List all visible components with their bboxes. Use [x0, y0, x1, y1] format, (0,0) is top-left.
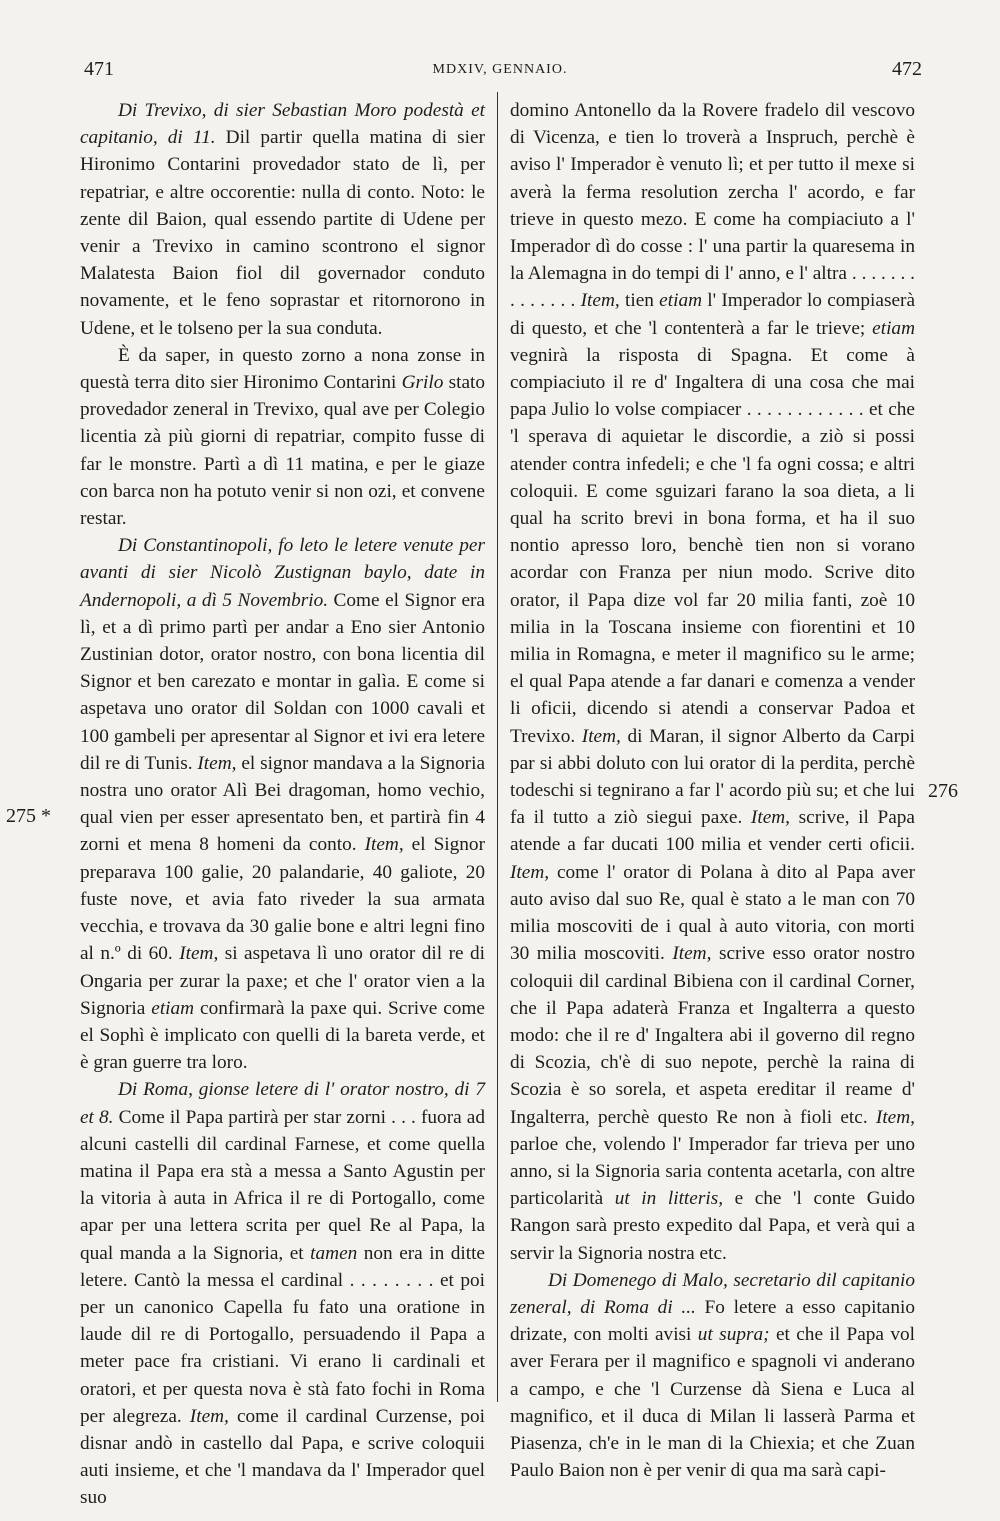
emphasis: tamen [310, 1242, 358, 1264]
emphasis: ut supra; [697, 1324, 770, 1346]
paragraph-roma [80, 1076, 485, 1511]
entry-text: domino Antonello da la Rovere fradelo dil vescovo di Vicenza, e tien lo troverà a Inspruch, perchè è aviso l' Imperador è venuto lì; et per tutto il mexe si averà la ferma resolution zercha l' acordo, e far trieve in questo mezo. E come ha compiaciuto a l' Imperador dì do cosse : l' una partir la quaresema in la Alemagna in do tempi di l' anno, e l' altra . . . . . . . . . . . . . . [510, 100, 915, 312]
paragraph-constantinopoli [80, 532, 485, 1076]
margin-note-right: 276 [928, 780, 958, 802]
entry-text: Fo letere a esso capitanio drizate, con molti avisi [510, 1296, 915, 1346]
emphasis: Item, [179, 943, 219, 965]
emphasis: Item, [510, 861, 550, 883]
emphasis: Item, [750, 807, 791, 829]
entry-text: scrive esso orator nostro coloquii dil cardinal Bibiena con il cardinal Corner, che il Papa adaterà Franza et Ingalterra a questo modo: che il re d' Ingaltera abi il governo dil regno di Scozia, ch'è di suo nepote, perchè la raina di Scozia è so sorela, et aspeta ereditar il reame d' Ingalterra, perchè questo Re non à fioli etc. [510, 943, 915, 1128]
entry-heading: Di Constantinopoli, fo leto le letere venute per avanti di sier Nicolò Zustignan baylo, date in Andernopoli, a dì 5 Novembrio. [80, 535, 485, 611]
entry-text: parloe che, volendo l' Imperador far trieva per uno anno, si la Signoria saria contenta acetarla, con altre particolarità [510, 1133, 915, 1210]
entry-text: et che il Papa vol aver Ferara per il magnifico e spagnoli vi anderano a campo, e che 'l Curzense dà Siena e Luca al magnifico, et il duca di Milan li lasserà Parma et Piasenza, ch'e in le man di la Chiexia; et che Zuan Paulo Baion non è per venir di qua ma sarà capi- [510, 1324, 916, 1482]
margin-note-left: 275 * [6, 805, 51, 827]
emphasis: Item, [580, 290, 620, 312]
entry-text: Come il Papa partirà per star zorni . . . fuora ad alcuni castelli dil cardinal Farnese, et come quella matina il Papa era stà a messa a Santo Agustin per la vitoria à auta in Africa il re di Portogallo, come apar per una lettera scrita per quel Re al Papa, la qual manda a la Signoria, et [80, 1106, 486, 1264]
emphasis: ut in litteris, [614, 1188, 724, 1210]
emphasis: Item, [875, 1106, 915, 1128]
paragraph-trevixo [80, 97, 485, 342]
entry-text: vegnirà la risposta di Spagna. Et come à compiaciuto il re d' Ingaltera di una cosa che mai papa Julio lo volse compiacer . . . . . . . . . . . . et che 'l sperava di aquietar le discordie, a ziò si possi atender contra infedeli; e che 'l fa ogni cossa; e altri coloquii. E come sguizari farano la soa dieta, a li qual ha scrito brevi in bona forma, et ha il suo nontio apresso loro, benchè tien non si vorano acordar con Franza per niun modo. Scrive dito orator, il Papa dize vol far 20 milia fanti, zoè 10 milia in la Toscana insieme con fiorentini et 10 milia in Romagna, e meter il magnifico su le arme; el qual Papa atende a far danari e comenza a vender li oficii, dicendo si atendi a conservar Padoa et Trevixo. [510, 344, 915, 747]
emphasis: Item, [364, 834, 404, 856]
emphasis: Item, [197, 752, 237, 774]
paragraph-continuation [510, 97, 915, 1267]
entry-text: si aspetava lì uno orator dil re di Ongaria per zurar la paxe; et che l' orator vien a la Signoria [80, 943, 485, 1019]
emphasis: etiam [151, 997, 195, 1019]
paragraph-contarini [80, 342, 485, 532]
entry-text: come il cardinal Curzense, poi disnar andò in castello dal Papa, e scrive coloquii auti insieme, et che 'l mandava da l' Imperador quel suo [80, 1405, 485, 1509]
entry-text: Dil partir quella matina di sier Hironimo Contarini provedador stato de lì, per repatriar, e altre occorentie: nulla di conto. Noto: le zente dil Baion, qual essendo partite di Udene per venir a Trevixo in camino scontrono el signor Malatesta Baion fiol dil governador conduto novamente, et le feno soprastar et ritornorono in Udene, et le tolseno per la sua conduta. [80, 127, 485, 339]
entry-text: Come el Signor era lì, et a dì primo partì per andar a Eno sier Antonio Zustinian dotor, orator nostro, con bona licentia dil Signor et ben carezato e montar in galìa. E come si aspetava uno orator dil Soldan con 1000 cavali et 100 gambeli per apresentar al Signor et ivi era letere dil re di Tunis. [80, 589, 485, 774]
emphasis: Item, [581, 725, 621, 747]
paragraph-domenego [510, 1267, 915, 1485]
entry-text: el Signor preparava 100 galie, 20 palandarie, 40 galiote, 20 fuste nove, et avia fato riveder la sua armata vecchia, e trovava da 30 galie bone e altri legni fino al n.º di 60. [80, 834, 485, 965]
emphasis: Grilo [401, 372, 444, 394]
entry-text: stato provedador zeneral in Trevixo, qual ave per Colegio licentia zà più giorni di repatriar, compito fusse di far le monstre. Partì a dì 11 matina, e per le giaze con barca non ha potuto venir si non ozi, et convene restar. [80, 372, 485, 530]
entry-heading: Di Domenego di Malo, secretario dil capitanio zeneral, di Roma di ... [510, 1269, 915, 1318]
left-column [80, 97, 485, 1512]
entry-text: di Maran, il signor Alberto da Carpi par si abbi doluto con lui orator di la perdita, perchè todeschi si tegnirano a far l' acordo più su; et che lui fa il tutto a ziò siegui paxe. [510, 725, 915, 829]
entry-text: come l' orator di Polana à dito al Papa aver auto aviso dal suo Re, qual è stato a le man con 70 milia moscoviti de i qual à auto vitoria, con morti 30 milia moscoviti. [510, 861, 915, 965]
emphasis: etiam [659, 290, 703, 312]
emphasis: etiam [872, 317, 915, 339]
right-column [510, 97, 915, 1484]
entry-text: È da saper, in questo zorno a nona zonse in questà terra dito sier Hironimo Contarini [80, 344, 485, 394]
entry-text: e che 'l conte Guido Rangon sarà presto expedito dal Papa, et verà qui a servir la Signoria nostra etc. [510, 1188, 915, 1264]
entry-text: scrive, il Papa atende a far ducati 100 milia et vender certi oficii. [510, 807, 915, 856]
entry-heading: Di Trevixo, di sier Sebastian Moro podestà et capitanio, di 11. [80, 100, 485, 149]
page-header [0, 58, 1000, 88]
entry-text: confirmarà la paxe qui. Scrive come el Sophì è implicato con quelli di la bareta verde, et è gran guerre tra loro. [80, 997, 485, 1074]
entry-text: tien [619, 290, 660, 312]
entry-text: l' Imperador lo compiaserà di questo, et che 'l contenterà a far le trieve; [510, 290, 916, 339]
emphasis: Item, [189, 1405, 229, 1427]
page-number-left: 471 [84, 58, 114, 80]
page-number-right: 472 [892, 58, 922, 80]
emphasis: Item, [672, 943, 712, 965]
running-title: MDXIV, GENNAIO. [432, 62, 568, 77]
column-divider [497, 92, 498, 1402]
entry-text: non era in ditte letere. Cantò la messa el cardinal . . . . . . . . et poi per un canonico Capella fu fato una oratione in laude dil re di Portogallo, persuadendo il Papa a meter pace fra cristiani. Vi erano li cardinali et oratori, et per questa nova è stà fato fochi in Roma per alegreza. [80, 1242, 485, 1427]
entry-text: el signor mandava a la Signoria nostra uno orator Alì Bei dragoman, homo vechio, qual vien per esser apresentato ben, et partirà fin 4 zorni et mena 8 homeni da conto. [80, 752, 486, 856]
entry-heading: Di Roma, gionse letere di l' orator nostro, di 7 et 8. [80, 1079, 485, 1128]
